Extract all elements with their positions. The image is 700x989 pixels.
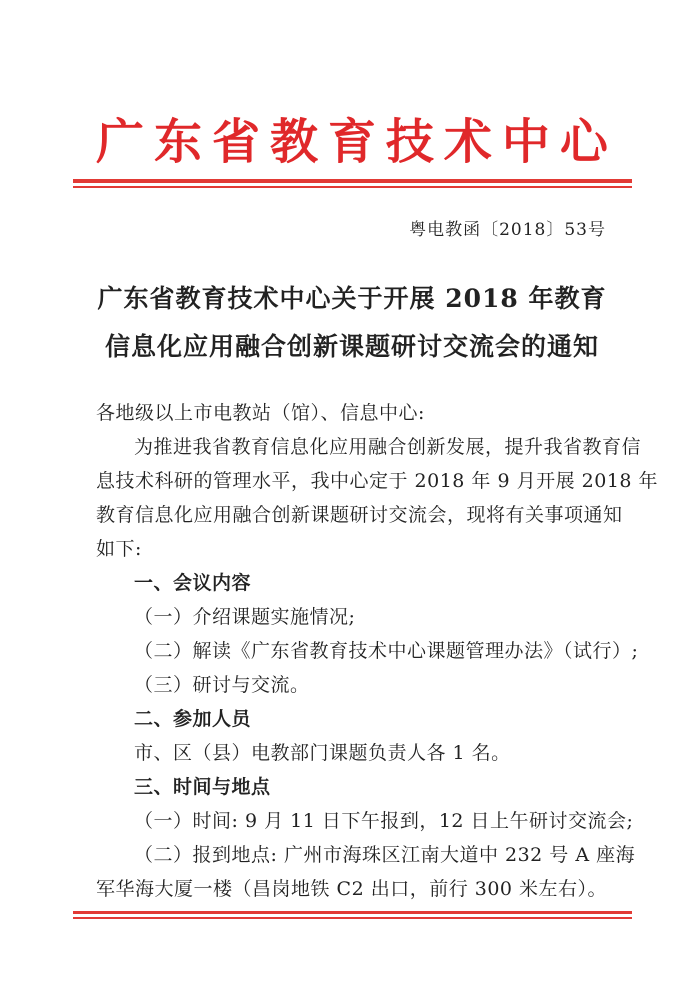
issuer-header bbox=[96, 112, 608, 172]
intro-line: 如下: bbox=[96, 538, 142, 560]
intro-line: 息技术科研的管理水平，我中心定于 2018 年 9 月开展 2018 年 bbox=[96, 470, 659, 492]
issuer-char: 东 bbox=[153, 114, 202, 170]
list-item: （二）解读《广东省教育技术中心课题管理办法》（试行）; bbox=[134, 640, 639, 662]
footer-divider-thick bbox=[73, 911, 632, 914]
issuer-char: 育 bbox=[327, 114, 376, 170]
issuer-char: 中 bbox=[501, 114, 550, 170]
issuer-char: 术 bbox=[443, 114, 492, 170]
list-item: （三）研讨与交流。 bbox=[134, 674, 310, 696]
header-divider-thin bbox=[73, 186, 632, 188]
document-title-line-2: 信息化应用融合创新课题研讨交流会的通知 bbox=[104, 332, 599, 361]
list-item: （一）时间: 9 月 11 日下午报到，12 日上午研讨交流会; bbox=[134, 810, 634, 832]
document-number: 粤电教函〔2018〕53号 bbox=[409, 220, 606, 240]
intro-line: 为推进我省教育信息化应用融合创新发展，提升我省教育信 bbox=[134, 436, 642, 458]
footer-divider-thin bbox=[73, 917, 632, 919]
list-item: （一）介绍课题实施情况; bbox=[134, 606, 356, 628]
issuer-char: 省 bbox=[211, 114, 260, 170]
section-heading-participants: 二、参加人员 bbox=[134, 708, 252, 730]
issuer-char: 教 bbox=[269, 114, 318, 170]
header-divider-thick bbox=[73, 179, 632, 183]
section-heading-time-place: 三、时间与地点 bbox=[134, 776, 271, 798]
issuer-char: 心 bbox=[559, 114, 608, 170]
issuer-char: 技 bbox=[385, 114, 434, 170]
document-title-line-1: 广东省教育技术中心关于开展 2018 年教育 bbox=[97, 284, 607, 313]
intro-line: 教育信息化应用融合创新课题研讨交流会，现将有关事项通知 bbox=[96, 504, 623, 526]
section-heading-meeting-content: 一、会议内容 bbox=[134, 572, 252, 594]
list-item: （二）报到地点: 广州市海珠区江南大道中 232 号 A 座海 bbox=[134, 844, 636, 866]
salutation: 各地级以上市电教站（馆）、信息中心: bbox=[96, 402, 425, 424]
list-item: 军华海大厦一楼（昌岗地铁 C2 出口，前行 300 米左右）。 bbox=[96, 878, 608, 900]
participants-text: 市、区（县）电教部门课题负责人各 1 名。 bbox=[134, 742, 511, 764]
issuer-char: 广 bbox=[96, 114, 145, 170]
